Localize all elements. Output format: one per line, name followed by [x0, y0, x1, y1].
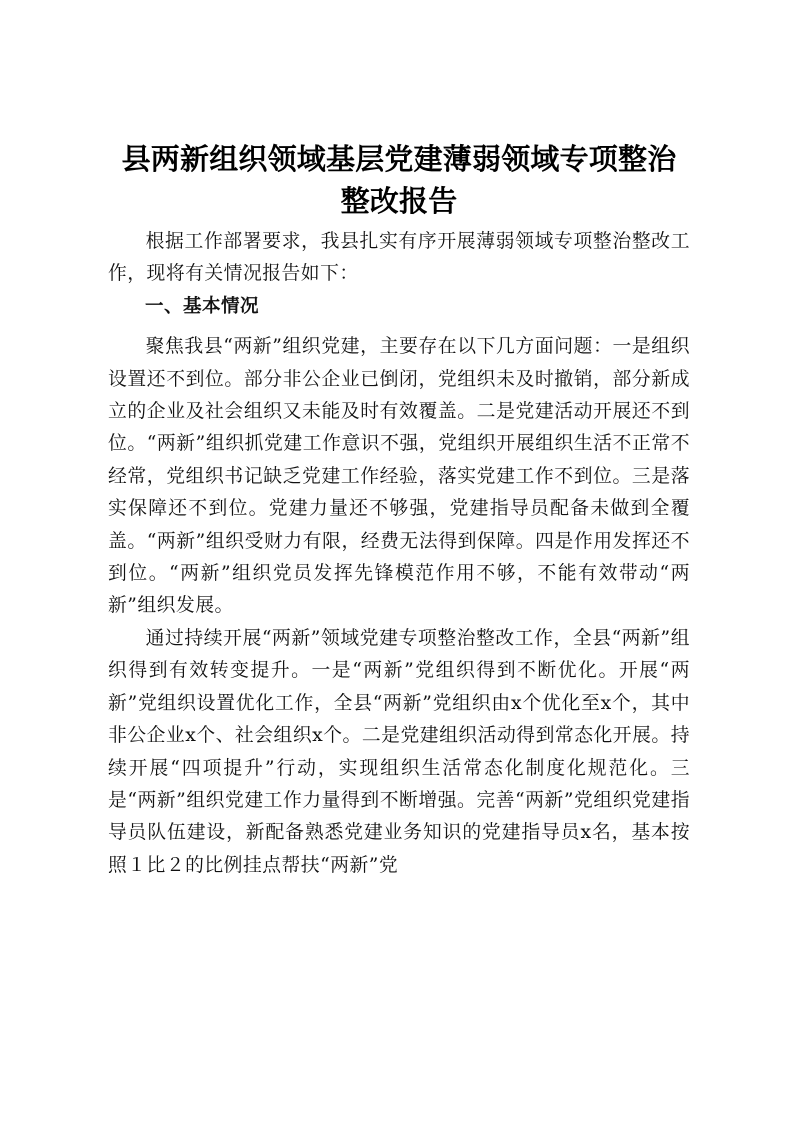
section-heading-basic-situation: 一、基本情况	[145, 295, 260, 317]
document-content	[108, 138, 690, 882]
intro-paragraph: 根据工作部署要求，我县扎实有序开展薄弱领域专项整治整改工作，现将有关情况报告如下：	[108, 231, 690, 285]
document-title: 县两新组织领域基层党建薄弱领域专项整治整改报告	[121, 142, 677, 218]
problems-paragraph: 聚焦我县“两新”组织党建，主要存在以下几方面问题：一是组织设置还不到位。部分非公企业已倒闭，党组织未及时撤销，部分新成立的企业及社会组织又未能及时有效覆盖。二是党建活动开展还不到位。“两新”组织抓党建工作意识不强，党组织开展组织生活不正常不经常，党组织书记缺乏党建工作经验，落实党建工作不到位。三是落实保障还不到位。党建力量还不够强，党建指导员配备未做到全覆盖。“两新”组织受财力有限，经费无法得到保障。四是作用发挥还不到位。“两新”组织党员发挥先锋模范作用不够，不能有效带动“两新”组织发展。	[108, 336, 690, 617]
improvements-paragraph: 通过持续开展“两新”领域党建专项整治整改工作，全县“两新”组织得到有效转变提升。一是“两新”党组织得到不断优化。开展“两新”党组织设置优化工作，全县“两新”党组织由x个优化至x个，其中非公企业x个、社会组织x个。二是党建组织活动得到常态化开展。持续开展“四项提升”行动，实现组织生活常态化制度化规范化。三是“两新”组织党建工作力量得到不断增强。完善“两新”党组织党建指导员队伍建设，新配备熟悉党建业务知识的党建指导员x名，基本按照１比２的比例挂点帮扶“两新”党	[108, 627, 690, 876]
